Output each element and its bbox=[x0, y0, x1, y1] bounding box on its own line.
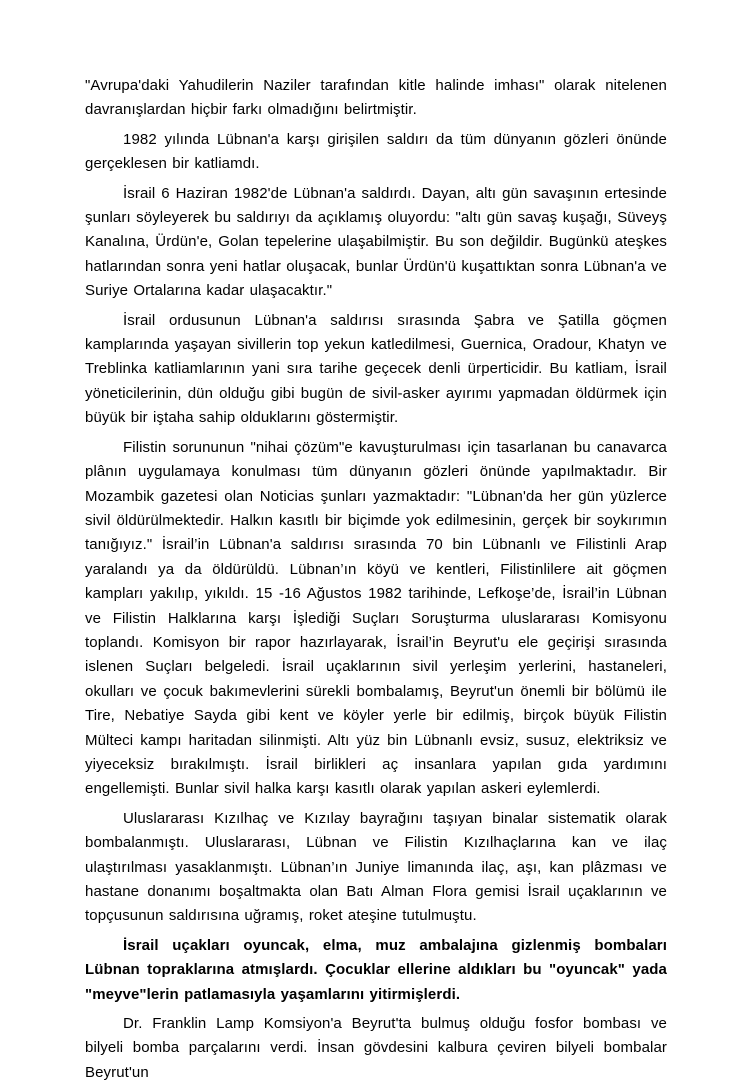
paragraph: İsrail uçakları oyuncak, elma, muz ambalajına gizlenmiş bombaları Lübnan topraklarına atmışlardı. Çocuklar ellerine aldıkları bu "oyuncak" yada "meyve"lerin patlamasıyla yaşamlarını yitirmişlerdi. bbox=[85, 936, 667, 1003]
paragraph: İsrail ordusunun Lübnan'a saldırısı sırasında Şabra ve Şatilla göçmen kamplarında yaşayan sivillerin top yekun katledilmesi, Guernica, Oradour, Khatyn ve Treblinka katliamlarının yani sıra tarihe geçecek denli ürperticidir. Bu katliam, İsrail yöneticilerinin, dün olduğu gibi bugün de sivil-asker ayırımı yapmadan öldürmek için büyük bir iştaha sahip olduklarını göstermiştir. bbox=[85, 311, 667, 427]
paragraph: 1982 yılında Lübnan'a karşı girişilen saldırı da tüm dünyanın gözleri önünde gerçeklesen bir katliamdı. bbox=[85, 130, 667, 173]
paragraph: Dr. Franklin Lamp Komsiyon'a Beyrut'ta bulmuş olduğu fosfor bombası ve bilyeli bomba parçalarını verdi. İnsan gövdesini kalbura çeviren bilyeli bombalar Beyrut'un bbox=[85, 1015, 667, 1081]
paragraph: "Avrupa'daki Yahudilerin Naziler tarafından kitle halinde imhası" olarak nitelenen davranışlardan hiçbir farkı olmadığını belirtmiştir. bbox=[85, 77, 667, 119]
paragraph: Filistin sorununun "nihai çözüm"e kavuşturulması için tasarlanan bu canavarca plânın uygulamaya konulması tüm dünyanın gözleri önünde yapılmaktadır. Bir Mozambik gazetesi olan Noticias şunları yazmaktadır: "Lübnan'da her gün yüzlerce sivil öldürülmektedir. Halkın kasıtlı bir biçimde yok edilmesinin, gerçek bir soykırımın tanığıyız." İsrail’in Lübnan'a saldırısı sırasında 70 bin Lübnanlı ve Filistinli Arap yaralandı ya da öldürüldü. Lübnan’ın köyü ve kentleri, Filistinlilere ait göçmen kampları yakılıp, yıkıldı. 15 -16 Ağustos 1982 tarihinde, Lefkoşe’de, İsrail’in Lübnan ve Filistin Halklarına karşı İşlediği Suçları Soruşturma uluslararası Komisyonu toplandı. Komisyon bir rapor hazırlayarak, İsrail’in Beyrut'u ele geçirişi sırasında islenen Suçları belgeledi. İsrail uçaklarının sivil yerleşim yerlerini, hastaneleri, okulları ve çocuk bakımevlerini sürekli bombalamış, Beyrut'un önemli bir bölümü ile Tire, Nebatiye Sayda gibi kent ve köyler yerle bir edilmiş, birçok büyük Filistin Mülteci kampı haritadan silinmişti. Altı yüz bin Lübnanlı evsiz, susuz, elektriksiz ve yiyeceksiz bırakılmıştı. İsrail birlikleri aç insanlara yapılan gıda yardımını engellemişti. Bunlar sivil halka karşı kasıtlı olarak yapılan askeri eylemlerdi. bbox=[85, 438, 667, 798]
paragraph: İsrail 6 Haziran 1982'de Lübnan'a saldırdı. Dayan, altı gün savaşının ertesinde şunları söyleyerek bu saldırıyı da açıklamış oluyordu: "altı gün savaş kuşağı, Süveyş Kanalına, Ürdün'e, Golan tepelerine ulaşabilmiştir. Bu son değildir. Bugünkü ateşkes hatlarından sonra yeni hatlar oluşacak, bunlar Ürdün'ü kuşattıktan sonra Lübnan'a ve Suriye Ortalarına kadar ulaşacaktır." bbox=[85, 184, 667, 300]
document-text-block bbox=[85, 74, 667, 1090]
paragraph: Uluslararası Kızılhaç ve Kızılay bayrağını taşıyan binalar sistematik olarak bombalanmıştı. Uluslararası, Lübnan ve Filistin Kızılhaçlarına kan ve ilaç ulaştırılması yasaklanmıştı. Lübnan’ın Juniye limanında ilaç, aşı, kan plâzması ve hastane donanımı boşaltmakta olan Batı Alman Flora gemisi İsrail uçaklarının ve topçusunun saldırısına uğramış, roket ateşine tutulmuştu. bbox=[85, 809, 667, 925]
